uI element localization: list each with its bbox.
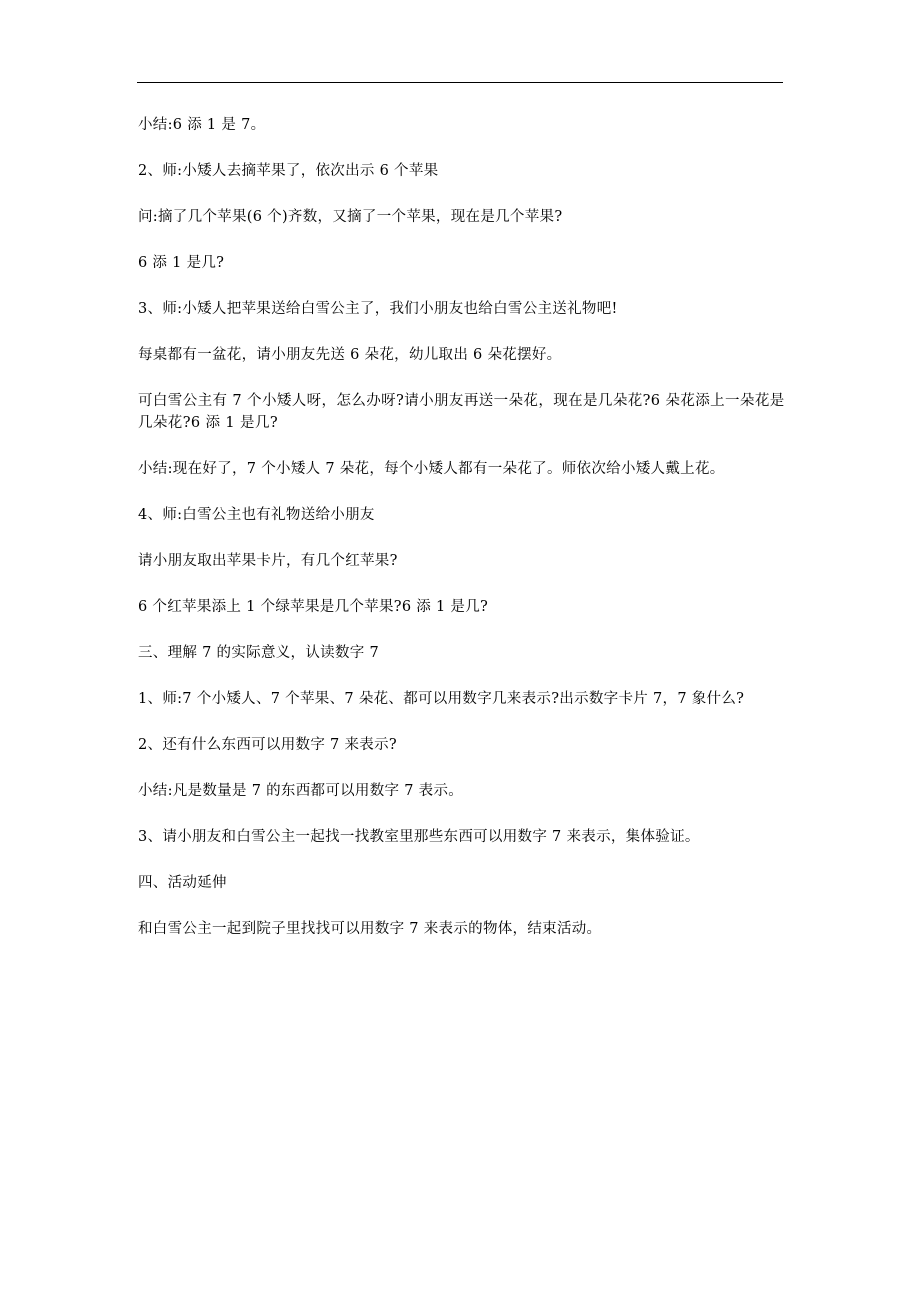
- paragraph-question-apples: 问:摘了几个苹果(6 个)齐数，又摘了一个苹果，现在是几个苹果?: [138, 209, 563, 225]
- header-rule: [137, 82, 783, 83]
- paragraph-step-3-gifts: 3、师:小矮人把苹果送给白雪公主了，我们小朋友也给白雪公主送礼物吧!: [138, 301, 618, 317]
- document-body: [138, 114, 788, 964]
- paragraph-number-card-7: 1、师:7 个小矮人、7 个苹果、7 朵花、都可以用数字几来表示?出示数字卡片 7，7 象什么?: [138, 691, 745, 707]
- paragraph-6-add-1-question: 6 添 1 是几?: [138, 255, 225, 271]
- paragraph-yard-search: 和白雪公主一起到院子里找找可以用数字 7 来表示的物体，结束活动。: [138, 921, 602, 937]
- paragraph-red-green-apples: 6 个红苹果添上 1 个绿苹果是几个苹果?6 添 1 是几?: [138, 599, 489, 615]
- section-heading-4: 四、活动延伸: [138, 875, 227, 891]
- paragraph-summary-6-add-1: 小结:6 添 1 是 7。: [138, 117, 266, 133]
- paragraph-step-2-apples: 2、师:小矮人去摘苹果了，依次出示 6 个苹果: [138, 163, 439, 179]
- paragraph-other-things-7: 2、还有什么东西可以用数字 7 来表示?: [138, 737, 397, 753]
- paragraph-flowers: 每桌都有一盆花，请小朋友先送 6 朵花，幼儿取出 6 朵花摆好。: [138, 347, 562, 363]
- paragraph-classroom-search: 3、请小朋友和白雪公主一起找一找教室里那些东西可以用数字 7 来表示，集体验证。: [138, 829, 700, 845]
- paragraph-summary-flowers: 小结:现在好了，7 个小矮人 7 朵花，每个小矮人都有一朵花了。师依次给小矮人戴上花。: [138, 461, 725, 477]
- paragraph-seven-dwarfs-flowers: 可白雪公主有 7 个小矮人呀，怎么办呀?请小朋友再送一朵花，现在是几朵花?6 朵花添上一朵花是几朵花?6 添 1 是几?: [138, 393, 785, 431]
- section-heading-3: 三、理解 7 的实际意义，认读数字 7: [138, 645, 379, 661]
- paragraph-apple-cards: 请小朋友取出苹果卡片，有几个红苹果?: [138, 553, 398, 569]
- paragraph-step-4-gift: 4、师:白雪公主也有礼物送给小朋友: [138, 507, 375, 523]
- paragraph-summary-quantity-7: 小结:凡是数量是 7 的东西都可以用数字 7 表示。: [138, 783, 464, 799]
